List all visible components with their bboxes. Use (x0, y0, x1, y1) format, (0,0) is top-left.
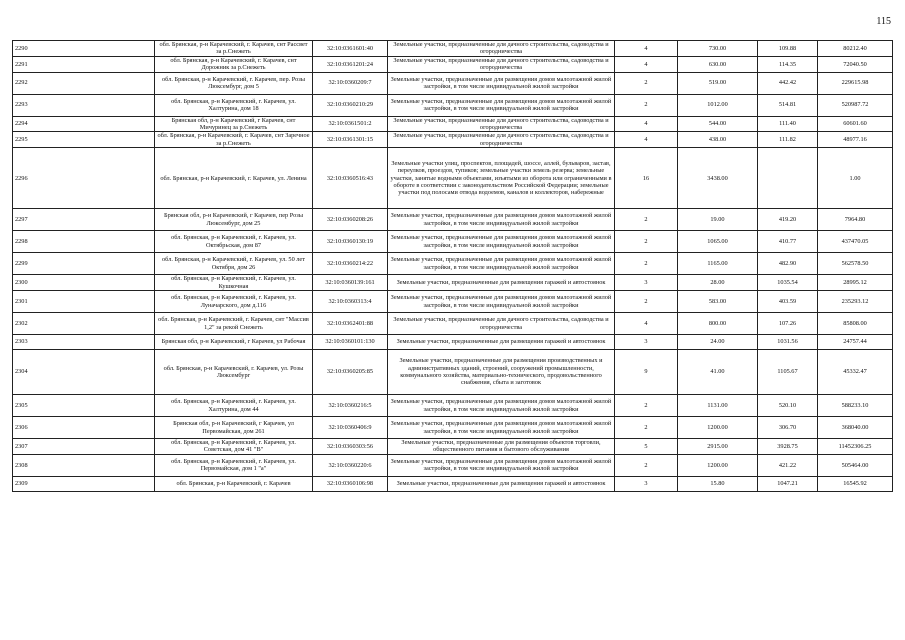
row-number: 2307 (13, 439, 155, 455)
table-row (13, 116, 893, 132)
address-cell: обл. Брянская, р-н Карачевский, г. Карачев, ул. Первомайская, дом 1 "а" (155, 454, 313, 476)
area-cell: 3438.00 (678, 148, 758, 209)
specific-value-cell: 114.35 (758, 56, 818, 72)
cadastral-number-cell: 32:10:0360216:5 (313, 395, 388, 417)
land-use-cell: Земельные участки, предназначенные для размещения домов малоэтажной жилой застройки, в том числе индивидуальной жилой застройки (388, 94, 615, 116)
zone-cell: 2 (615, 291, 678, 313)
zone-cell: 2 (615, 417, 678, 439)
row-number: 2294 (13, 116, 155, 132)
address-cell: обл. Брянская, р-н Карачевский, г. Карачев, ул. Луначарского, дом д.116 (155, 291, 313, 313)
cadastral-value-cell: 520987.72 (818, 94, 893, 116)
specific-value-cell: 410.77 (758, 231, 818, 253)
land-use-cell: Земельные участки, предназначенные для размещения гаражей и автостоянок (388, 476, 615, 491)
row-number: 2304 (13, 350, 155, 395)
zone-cell: 2 (615, 231, 678, 253)
row-number: 2299 (13, 253, 155, 275)
area-cell: 15.80 (678, 476, 758, 491)
cadastral-number-cell: 32:10:0361201:24 (313, 56, 388, 72)
zone-cell: 4 (615, 313, 678, 335)
zone-cell: 9 (615, 350, 678, 395)
specific-value-cell: 3928.75 (758, 439, 818, 455)
cadastral-value-cell: 72040.50 (818, 56, 893, 72)
area-cell: 41.00 (678, 350, 758, 395)
address-cell: обл. Брянская, р-н Карачевский, г. Карачев, снт Дорожник за р.Снежеть (155, 56, 313, 72)
land-use-cell: Земельные участки, предназначенные для размещения гаражей и автостоянок (388, 275, 615, 291)
address-cell: обл. Брянская, р-н Карачевский, г. Карачев, ул. Советская, дом 41 "В" (155, 439, 313, 455)
table-row (13, 56, 893, 72)
specific-value-cell: 111.40 (758, 116, 818, 132)
row-number: 2292 (13, 72, 155, 94)
table-row (13, 350, 893, 395)
table-row (13, 313, 893, 335)
area-cell: 28.00 (678, 275, 758, 291)
land-use-cell: Земельные участки, предназначенные для размещения гаражей и автостоянок (388, 335, 615, 350)
address-cell: обл. Брянская, р-н Карачевский, г. Карачев, снт Заречное за р.Снежеть (155, 132, 313, 148)
table-row (13, 335, 893, 350)
cadastral-number-cell: 32:10:0362401:88 (313, 313, 388, 335)
cadastral-number-cell: 32:10:0361501:2 (313, 116, 388, 132)
area-cell: 1165.00 (678, 253, 758, 275)
specific-value-cell: 482.90 (758, 253, 818, 275)
address-cell: обл. Брянская, р-н Карачевский, г. Карачев (155, 476, 313, 491)
land-use-cell: Земельные участки, предназначенные для размещения домов малоэтажной жилой застройки, в том числе индивидуальной жилой застройки (388, 231, 615, 253)
row-number: 2308 (13, 454, 155, 476)
specific-value-cell: 306.70 (758, 417, 818, 439)
zone-cell: 4 (615, 56, 678, 72)
address-cell: обл. Брянская, р-н Карачевский, г. Карачев, снт Рассвет за р.Снежеть (155, 41, 313, 57)
row-number: 2295 (13, 132, 155, 148)
land-use-cell: Земельные участки, предназначенные для размещения домов малоэтажной жилой застройки, в том числе индивидуальной жилой застройки (388, 395, 615, 417)
area-cell: 1131.00 (678, 395, 758, 417)
cadastral-number-cell: 32:10:0360208:26 (313, 209, 388, 231)
cadastral-number-cell: 32:10:0360106:98 (313, 476, 388, 491)
land-use-cell: Земельные участки, предназначенные для размещения домов малоэтажной жилой застройки, в том числе индивидуальной жилой застройки (388, 72, 615, 94)
specific-value-cell: 107.26 (758, 313, 818, 335)
zone-cell: 2 (615, 72, 678, 94)
area-cell: 1200.00 (678, 417, 758, 439)
cadastral-value-cell: 85808.00 (818, 313, 893, 335)
zone-cell: 3 (615, 275, 678, 291)
cadastral-value-cell: 24757.44 (818, 335, 893, 350)
address-cell: обл. Брянская, р-н Карачевский, г. Карачев, ул. 50 лет Октября, дом 26 (155, 253, 313, 275)
row-number: 2296 (13, 148, 155, 209)
address-cell: обл. Брянская, р-н Карачевский, г. Карачев, ул. Розы Люксембург (155, 350, 313, 395)
specific-value-cell: 1035.54 (758, 275, 818, 291)
row-number: 2293 (13, 94, 155, 116)
area-cell: 2915.00 (678, 439, 758, 455)
cadastral-number-cell: 32:10:0360139:161 (313, 275, 388, 291)
cadastral-number-cell: 32:10:0360209:7 (313, 72, 388, 94)
address-cell: обл. Брянская, р-н Карачевский, г. Карачев, снт "Массив 1,2" за рекой Снежеть (155, 313, 313, 335)
table-row (13, 209, 893, 231)
row-number: 2297 (13, 209, 155, 231)
row-number: 2303 (13, 335, 155, 350)
cadastral-value-table (12, 40, 893, 492)
address-cell: обл. Брянская, р-н Карачевский, г. Карачев, ул. Халтурина, дом 44 (155, 395, 313, 417)
table-row (13, 231, 893, 253)
cadastral-value-cell: 1.00 (818, 148, 893, 209)
row-number: 2302 (13, 313, 155, 335)
cadastral-number-cell: 32:10:0360313:4 (313, 291, 388, 313)
zone-cell: 4 (615, 116, 678, 132)
zone-cell: 3 (615, 476, 678, 491)
table-row (13, 291, 893, 313)
specific-value-cell: 442.42 (758, 72, 818, 94)
area-cell: 730.00 (678, 41, 758, 57)
cadastral-value-cell: 45332.47 (818, 350, 893, 395)
area-cell: 583.00 (678, 291, 758, 313)
specific-value-cell: 1031.56 (758, 335, 818, 350)
land-use-cell: Земельные участки, предназначенные для размещения домов малоэтажной жилой застройки, в том числе индивидуальной жилой застройки (388, 291, 615, 313)
cadastral-number-cell: 32:10:0361601:40 (313, 41, 388, 57)
address-cell: обл. Брянская, р-н Карачевский, г. Карачев, ул. Кушкочная (155, 275, 313, 291)
land-use-cell: Земельные участки, предназначенные для дачного строительства, садоводства и огородничества (388, 132, 615, 148)
cadastral-number-cell: 32:10:0360220:6 (313, 454, 388, 476)
address-cell: Брянская обл, р-н Карачевский, г Карачев, пер Розы Люксембург, дом 25 (155, 209, 313, 231)
area-cell: 630.00 (678, 56, 758, 72)
zone-cell: 5 (615, 439, 678, 455)
cadastral-value-cell: 229615.98 (818, 72, 893, 94)
area-cell: 544.00 (678, 116, 758, 132)
land-use-cell: Земельные участки, предназначенные для дачного строительства, садоводства и огородничества (388, 56, 615, 72)
specific-value-cell: 520.10 (758, 395, 818, 417)
cadastral-value-cell: 11452306.25 (818, 439, 893, 455)
address-cell: обл. Брянская, р-н Карачевский, г. Карачев, пер. Розы Люксембург, дом 5 (155, 72, 313, 94)
area-cell: 19.00 (678, 209, 758, 231)
row-number: 2298 (13, 231, 155, 253)
cadastral-value-cell: 505464.00 (818, 454, 893, 476)
area-cell: 519.00 (678, 72, 758, 94)
zone-cell: 4 (615, 41, 678, 57)
table-row (13, 395, 893, 417)
land-use-cell: Земельные участки, предназначенные для дачного строительства, садоводства и огородничества (388, 41, 615, 57)
area-cell: 438.00 (678, 132, 758, 148)
address-cell: обл. Брянская, р-н Карачевский, г. Карачев, ул. Халтурина, дом 18 (155, 94, 313, 116)
cadastral-value-cell: 437470.05 (818, 231, 893, 253)
specific-value-cell: 514.81 (758, 94, 818, 116)
table-row (13, 41, 893, 57)
cadastral-number-cell: 32:10:0360205:85 (313, 350, 388, 395)
row-number: 2305 (13, 395, 155, 417)
cadastral-value-cell: 562578.50 (818, 253, 893, 275)
land-use-cell: Земельные участки, предназначенные для размещения производственных и административных зданий, строений, сооружений промышленности, коммунального хозяйства, материально-технического, продовольственного снабжения, сбыта и заготовок (388, 350, 615, 395)
table-row (13, 132, 893, 148)
address-cell: обл. Брянская, р-н Карачевский, г. Карачев, ул. Октябрьская, дом 87 (155, 231, 313, 253)
land-use-cell: Земельные участки, предназначенные для дачного строительства, садоводства и огородничества (388, 313, 615, 335)
table-row (13, 275, 893, 291)
land-use-cell: Земельные участки, предназначенные для размещения домов малоэтажной жилой застройки, в том числе индивидуальной жилой застройки (388, 417, 615, 439)
area-cell: 800.00 (678, 313, 758, 335)
cadastral-number-cell: 32:10:0360214:22 (313, 253, 388, 275)
zone-cell: 2 (615, 454, 678, 476)
address-cell: обл. Брянская, р-н Карачевский, г. Карачев, ул. Ленина (155, 148, 313, 209)
cadastral-value-cell: 235293.12 (818, 291, 893, 313)
cadastral-value-cell: 7964.80 (818, 209, 893, 231)
row-number: 2306 (13, 417, 155, 439)
row-number: 2300 (13, 275, 155, 291)
cadastral-value-cell: 368040.00 (818, 417, 893, 439)
zone-cell: 16 (615, 148, 678, 209)
row-number: 2309 (13, 476, 155, 491)
cadastral-number-cell: 32:10:0360406:9 (313, 417, 388, 439)
table-row (13, 439, 893, 455)
land-use-cell: Земельные участки, предназначенные для размещения объектов торговли, общественного питания и бытового обслуживания (388, 439, 615, 455)
specific-value-cell: 1047.21 (758, 476, 818, 491)
address-cell: Брянская обл, р-н Карачевский, г Карачев, ул Рабочая (155, 335, 313, 350)
cadastral-number-cell: 32:10:0360303:56 (313, 439, 388, 455)
address-cell: Брянская обл, р-н Карачевский, г Карачев, ул Первомайская, дом 261 (155, 417, 313, 439)
table-row (13, 417, 893, 439)
land-use-cell: Земельные участки улиц, проспектов, площадей, шоссе, аллей, бульваров, застав, переулков, проездов, тупиков; земельные участки земель резерва; земельные участки, занятые водными объектами, изъятыми из оборота или ограниченными в обороте в соответствии с законодательством Российской Федерации; земельные участки под полосами отвода водоемов, каналов и коллекторов, набережные (388, 148, 615, 209)
specific-value-cell: 421.22 (758, 454, 818, 476)
table-row (13, 476, 893, 491)
area-cell: 1012.00 (678, 94, 758, 116)
table-row (13, 148, 893, 209)
row-number: 2290 (13, 41, 155, 57)
land-use-cell: Земельные участки, предназначенные для дачного строительства, садоводства и огородничества (388, 116, 615, 132)
area-cell: 1200.00 (678, 454, 758, 476)
zone-cell: 4 (615, 132, 678, 148)
address-cell: Брянская обл, р-н Карачевский, г Карачев, снт Мичуринец за р.Снежеть (155, 116, 313, 132)
table-row (13, 72, 893, 94)
row-number: 2291 (13, 56, 155, 72)
zone-cell: 2 (615, 209, 678, 231)
table-row (13, 253, 893, 275)
table-row (13, 94, 893, 116)
cadastral-number-cell: 32:10:0361301:15 (313, 132, 388, 148)
cadastral-number-cell: 32:10:0360516:43 (313, 148, 388, 209)
land-use-cell: Земельные участки, предназначенные для размещения домов малоэтажной жилой застройки, в том числе индивидуальной жилой застройки (388, 454, 615, 476)
specific-value-cell: 109.88 (758, 41, 818, 57)
zone-cell: 3 (615, 335, 678, 350)
specific-value-cell (758, 148, 818, 209)
zone-cell: 2 (615, 253, 678, 275)
cadastral-number-cell: 32:10:0360130:19 (313, 231, 388, 253)
table-row (13, 454, 893, 476)
zone-cell: 2 (615, 395, 678, 417)
cadastral-value-cell: 16545.92 (818, 476, 893, 491)
land-use-cell: Земельные участки, предназначенные для размещения домов малоэтажной жилой застройки, в том числе индивидуальной жилой застройки (388, 209, 615, 231)
cadastral-value-cell: 28995.12 (818, 275, 893, 291)
area-cell: 1065.00 (678, 231, 758, 253)
row-number: 2301 (13, 291, 155, 313)
cadastral-number-cell: 32:10:0360101:130 (313, 335, 388, 350)
specific-value-cell: 111.82 (758, 132, 818, 148)
zone-cell: 2 (615, 94, 678, 116)
area-cell: 24.00 (678, 335, 758, 350)
cadastral-number-cell: 32:10:0360210:29 (313, 94, 388, 116)
page-number: 115 (876, 16, 891, 27)
cadastral-value-cell: 80212.40 (818, 41, 893, 57)
specific-value-cell: 419.20 (758, 209, 818, 231)
cadastral-value-cell: 48977.16 (818, 132, 893, 148)
specific-value-cell: 1105.67 (758, 350, 818, 395)
cadastral-value-cell: 588233.10 (818, 395, 893, 417)
land-use-cell: Земельные участки, предназначенные для размещения домов малоэтажной жилой застройки, в том числе индивидуальной жилой застройки (388, 253, 615, 275)
cadastral-value-cell: 60601.60 (818, 116, 893, 132)
specific-value-cell: 403.59 (758, 291, 818, 313)
